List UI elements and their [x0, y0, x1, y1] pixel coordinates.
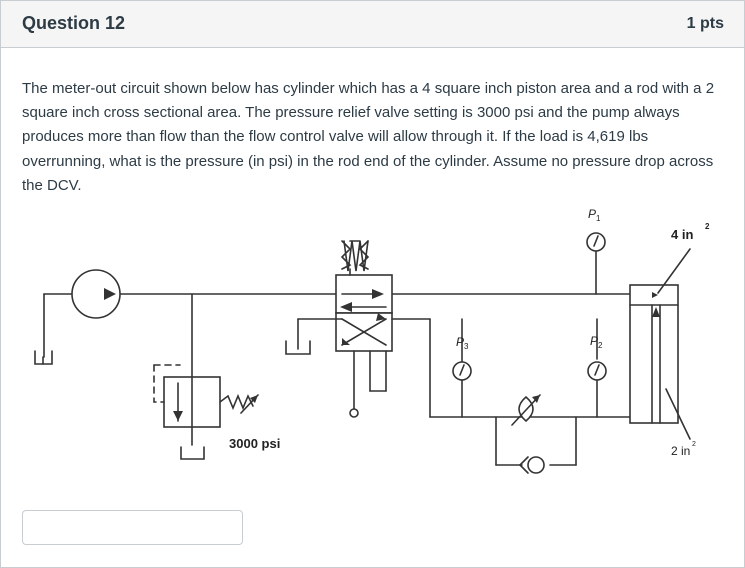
gauge-p1	[587, 207, 605, 294]
svg-text:2: 2	[598, 341, 603, 350]
relief-valve-symbol	[154, 365, 258, 427]
gauge-p3	[453, 319, 471, 380]
rod-area-label: 2 in	[671, 444, 691, 458]
question-points: 1 pts	[686, 15, 724, 32]
svg-text:1: 1	[596, 214, 601, 223]
svg-text:2: 2	[692, 441, 696, 448]
question-header	[1, 1, 744, 48]
piston-area-label: 4 in	[671, 227, 694, 242]
question-title: Question 12	[22, 13, 126, 33]
svg-text:P: P	[590, 334, 599, 348]
tank-symbol	[181, 447, 204, 459]
answer-input[interactable]	[22, 510, 243, 545]
question-text: The meter-out circuit shown below has cylinder which has a 4 square inch piston area and a rod with a 2 square inch cross sectional area. The pressure relief valve setting is 3000 psi and the pump always produces more than flow than the flow control valve will allow through it. If the load is 4,619 lbs overrunning, what is the pressure (in psi) in the rod end of the cylinder. Assume no pressure drop across the DCV.	[22, 80, 715, 194]
dcv-symbol	[336, 241, 392, 417]
flow-control-valve-symbol	[496, 395, 576, 473]
svg-text:3: 3	[464, 342, 469, 351]
cylinder-symbol	[630, 249, 690, 439]
relief-setting-label: 3000 psi	[229, 436, 281, 451]
svg-text:2: 2	[705, 222, 710, 231]
gauge-p2	[588, 319, 606, 380]
hydraulic-circuit-diagram	[30, 199, 720, 479]
svg-text:P: P	[456, 335, 465, 349]
pump-symbol	[72, 270, 120, 318]
svg-text:P: P	[588, 207, 597, 221]
